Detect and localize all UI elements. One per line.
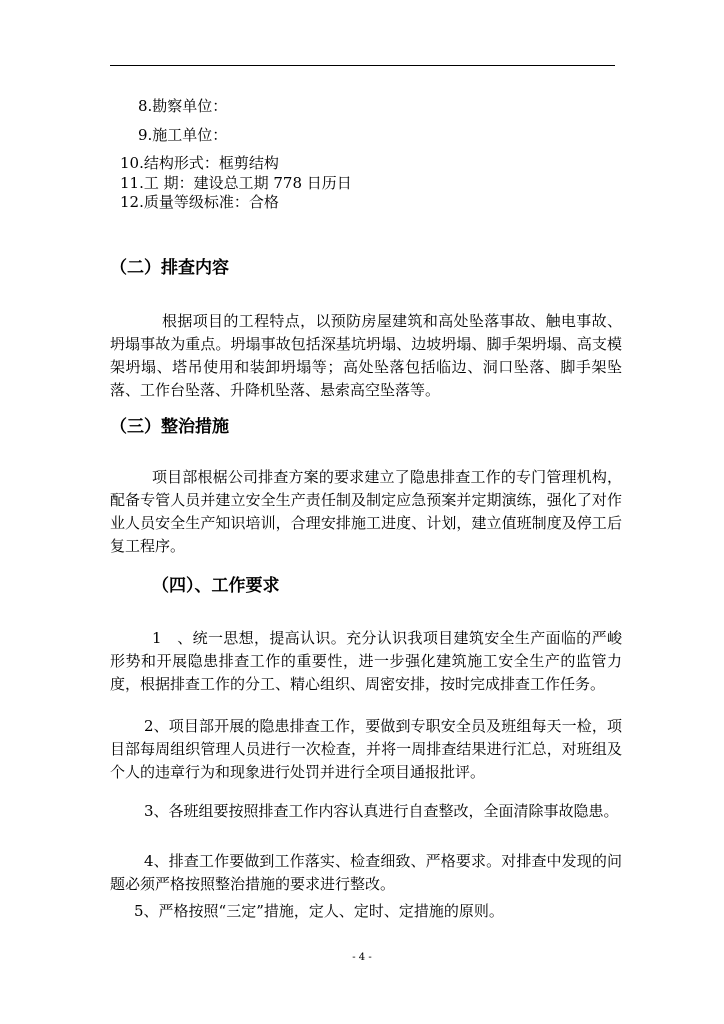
item-duration: 11.工 期：建设总工期 778 日历日 — [120, 174, 352, 192]
remediation-paragraph: 项目部根椐公司排查方案的要求建立了隐患排查工作的专门管理机构，配备专管人员并建立安全生产责任制及制定应急预案并定期演练，强化了对作业人员安全生产知识培训，合理安排施工进度、计划，建立值班制度及停工后复工程序。 — [110, 468, 622, 555]
requirement-item-1: 1 、统一思想，提高认识。充分认识我项目建筑安全生产面临的严峻形势和开展隐患排查工作的重要性，进一步强化建筑施工安全生产的监管力度，根据排查工作的分工、精心组织、周密安排，按时完成排查工作任务。 — [110, 629, 622, 693]
section-heading-work-requirements: （四）、工作要求 — [152, 576, 280, 596]
requirement-item-2: 2、项目部开展的隐患排查工作，要做到专职安全员及班组每天一检，项目部每周组织管理人员进行一次检查，并将一周排查结果进行汇总，对班组及个人的违章行为和现象进行处罚并进行全项目通报批评。 — [110, 717, 622, 781]
item-survey-unit: 8.勘察单位： — [138, 97, 228, 115]
section-heading-inspection-content: （二）排查内容 — [110, 258, 229, 278]
requirement-item-5: 5、严格按照“三定”措施，定人、定时、定措施的原则。 — [134, 902, 504, 920]
item-construction-unit: 9.施工单位： — [138, 126, 228, 144]
item-structure-form: 10.结构形式：框剪结构 — [120, 154, 279, 172]
page-number: - 4 - — [352, 952, 372, 963]
requirement-item-3: 3、各班组要按照排查工作内容认真进行自查整改，全面清除事故隐患。 — [144, 802, 619, 820]
requirement-item-4: 4、排查工作要做到工作落实、检查细致、严格要求。对排查中发现的问题必须严格按照整治措施的要求进行整改。 — [110, 852, 622, 893]
item-quality-standard: 12.质量等级标准：合格 — [120, 193, 279, 211]
header-rule — [110, 65, 615, 66]
inspection-content-paragraph: 根据项目的工程特点，以预防房屋建筑和高处坠落事故、触电事故、坍塌事故为重点。坍塌事故包括深基坑坍塌、边坡坍塌、脚手架坍塌、高支模架坍塌、塔吊使用和装卸坍塌等；高处坠落包括临边、洞口坠落、脚手架坠落、工作台坠落、升降机坠落、悬索高空坠落等。 — [110, 312, 622, 399]
section-heading-remediation: （三）整治措施 — [110, 417, 229, 437]
